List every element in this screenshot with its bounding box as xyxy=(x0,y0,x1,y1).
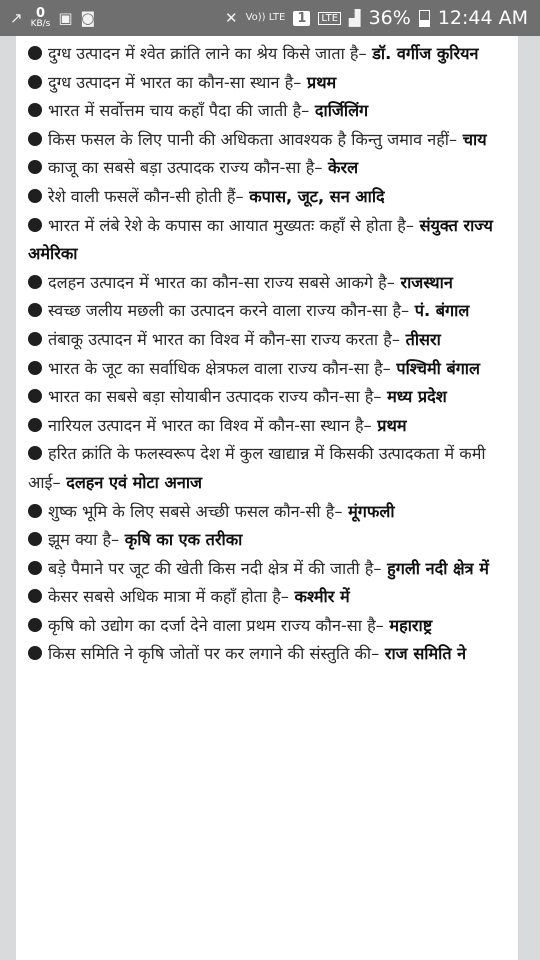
volte-label: Vo)) LTE xyxy=(245,12,286,23)
data-speed xyxy=(31,7,51,29)
qa-item xyxy=(28,212,508,269)
question-text: केसर सबसे अधिक मात्रा में कहाँ होता है– xyxy=(48,587,289,607)
answer-text: दार्जिलिंग xyxy=(309,101,369,121)
answer-text: हुगली नदी क्षेत्र में xyxy=(381,558,489,578)
clock: 12:44 AM xyxy=(437,7,528,29)
answer-text: केरल xyxy=(322,158,359,178)
store-icon: ◙ xyxy=(80,8,96,27)
bullet-icon xyxy=(28,446,42,460)
answer-text: प्रथम xyxy=(371,415,407,435)
bullet-icon xyxy=(28,589,42,603)
lte-label: LTE xyxy=(318,12,341,25)
question-text: कृषि को उद्योग का दर्जा देने वाला प्रथम राज्य कौन-सा है– xyxy=(48,615,384,635)
question-text: हरित क्रांति के फलस्वरूप देश में कुल खाद्यान्न में किसकी उत्पादकता में कमी आई– xyxy=(28,444,486,492)
qa-item xyxy=(28,498,508,527)
bullet-icon xyxy=(28,561,42,575)
qa-list xyxy=(28,40,508,669)
answer-text: महाराष्ट्र xyxy=(383,615,433,635)
bullet-icon xyxy=(28,389,42,403)
qa-item xyxy=(28,640,508,669)
question-text: नारियल उत्पादन में भारत का विश्व में कौन-सा स्थान है– xyxy=(48,415,372,435)
bullet-icon xyxy=(28,75,42,89)
question-text: तंबाकू उत्पादन में भारत का विश्व में कौन-सा राज्य करता है– xyxy=(48,329,400,349)
answer-text: तीसरा xyxy=(399,329,441,349)
qa-item xyxy=(28,97,508,126)
qa-item xyxy=(28,297,508,326)
question-text: दुग्ध उत्पादन में भारत का कौन-सा स्थान है– xyxy=(48,72,302,92)
status-bar xyxy=(0,0,540,36)
data-speed-value: 0 xyxy=(35,6,45,21)
bullet-icon xyxy=(28,618,42,632)
qa-item xyxy=(28,526,508,555)
question-text: भारत में सर्वोत्तम चाय कहाँ पैदा की जाती है– xyxy=(48,101,310,121)
qa-item xyxy=(28,269,508,298)
content-page[interactable] xyxy=(16,36,518,960)
mute-icon: ✕ xyxy=(224,8,238,27)
answer-text: दलहन एवं मोटा अनाज xyxy=(60,472,203,492)
bullet-icon xyxy=(28,646,42,660)
question-text: किस समिति ने कृषि जोतों पर कर लगाने की संस्तुति की– xyxy=(48,644,380,664)
question-text: शुष्क भूमि के लिए सबसे अच्छी फसल कौन-सी है– xyxy=(48,501,343,521)
qa-item xyxy=(28,40,508,69)
bullet-icon xyxy=(28,218,42,232)
bullet-icon xyxy=(28,160,42,174)
answer-text: कपास, जूट, सन आदि xyxy=(243,186,385,206)
bullet-icon xyxy=(28,303,42,317)
answer-text: कृषि का एक तरीका xyxy=(119,530,243,550)
bullet-icon xyxy=(28,275,42,289)
question-text: स्वच्छ जलीय मछली का उत्पादन करने वाला राज्य कौन-सा है– xyxy=(48,301,410,321)
bullet-icon xyxy=(28,532,42,546)
answer-text: डॉ. वर्गीज कुरियन xyxy=(366,44,479,63)
battery-icon xyxy=(419,10,430,27)
answer-text: प्रथम xyxy=(301,72,337,92)
qa-item xyxy=(28,440,508,497)
question-text: किस फसल के लिए पानी की अधिकता आवश्यक है किन्तु जमाव नहीं– xyxy=(48,129,458,149)
answer-text: राजस्थान xyxy=(394,272,453,292)
bullet-icon xyxy=(28,46,42,60)
question-text: भारत में लंबे रेशे के कपास का आयात मुख्यतः कहाँ से होता है– xyxy=(48,215,414,235)
status-left xyxy=(10,7,95,29)
question-text: काजू का सबसे बड़ा उत्पादक राज्य कौन-सा है– xyxy=(48,158,323,178)
qa-item xyxy=(28,612,508,641)
answer-text: राज समिति ने xyxy=(379,644,467,664)
qa-item xyxy=(28,69,508,98)
bullet-icon xyxy=(28,332,42,346)
qa-item xyxy=(28,154,508,183)
qa-item xyxy=(28,412,508,441)
battery-percent: 36% xyxy=(368,7,411,29)
qa-item xyxy=(28,355,508,384)
bullet-icon xyxy=(28,132,42,146)
qa-item xyxy=(28,383,508,412)
notification-icon: ↗ xyxy=(10,8,23,27)
bullet-icon xyxy=(28,418,42,432)
qa-item xyxy=(28,555,508,584)
qa-item xyxy=(28,326,508,355)
qa-item xyxy=(28,126,508,155)
answer-text: मध्य प्रदेश xyxy=(381,387,447,407)
question-text: भारत के जूट का सर्वाधिक क्षेत्रफल वाला राज्य कौन-सा है– xyxy=(48,358,391,378)
question-text: दलहन उत्पादन में भारत का कौन-सा राज्य सबसे आकगे है– xyxy=(48,272,395,292)
image-icon: ▣ xyxy=(58,8,73,27)
bullet-icon xyxy=(28,504,42,518)
answer-text: पं. बंगाल xyxy=(409,301,470,321)
bullet-icon xyxy=(28,189,42,203)
answer-text: पश्चिमी बंगाल xyxy=(390,358,480,378)
bullet-icon xyxy=(28,103,42,117)
question-text: भारत का सबसे बड़ा सोयाबीन उत्पादक राज्य कौन-सा है– xyxy=(48,387,382,407)
signal-icon: ▟ xyxy=(349,8,361,27)
answer-text: चाय xyxy=(457,129,487,149)
sim-badge: 1 xyxy=(293,11,310,26)
answer-text: संयुक्त राज्य अमेरिका xyxy=(28,215,493,264)
data-speed-unit: KB/s xyxy=(30,19,51,29)
bullet-icon xyxy=(28,361,42,375)
answer-text: मूंगफली xyxy=(342,501,395,521)
qa-item xyxy=(28,583,508,612)
question-text: दुग्ध उत्पादन में श्वेत क्रांति लाने का श्रेय किसे जाता है– xyxy=(48,44,367,63)
question-text: बड़े पैमाने पर जूट की खेती किस नदी क्षेत्र में की जाती है– xyxy=(48,558,382,578)
question-text: झूम क्या है– xyxy=(48,530,120,550)
qa-item xyxy=(28,183,508,212)
status-right xyxy=(225,7,528,29)
answer-text: कश्मीर में xyxy=(288,587,350,607)
question-text: रेशे वाली फसलें कौन-सी होती हैं– xyxy=(48,186,244,206)
